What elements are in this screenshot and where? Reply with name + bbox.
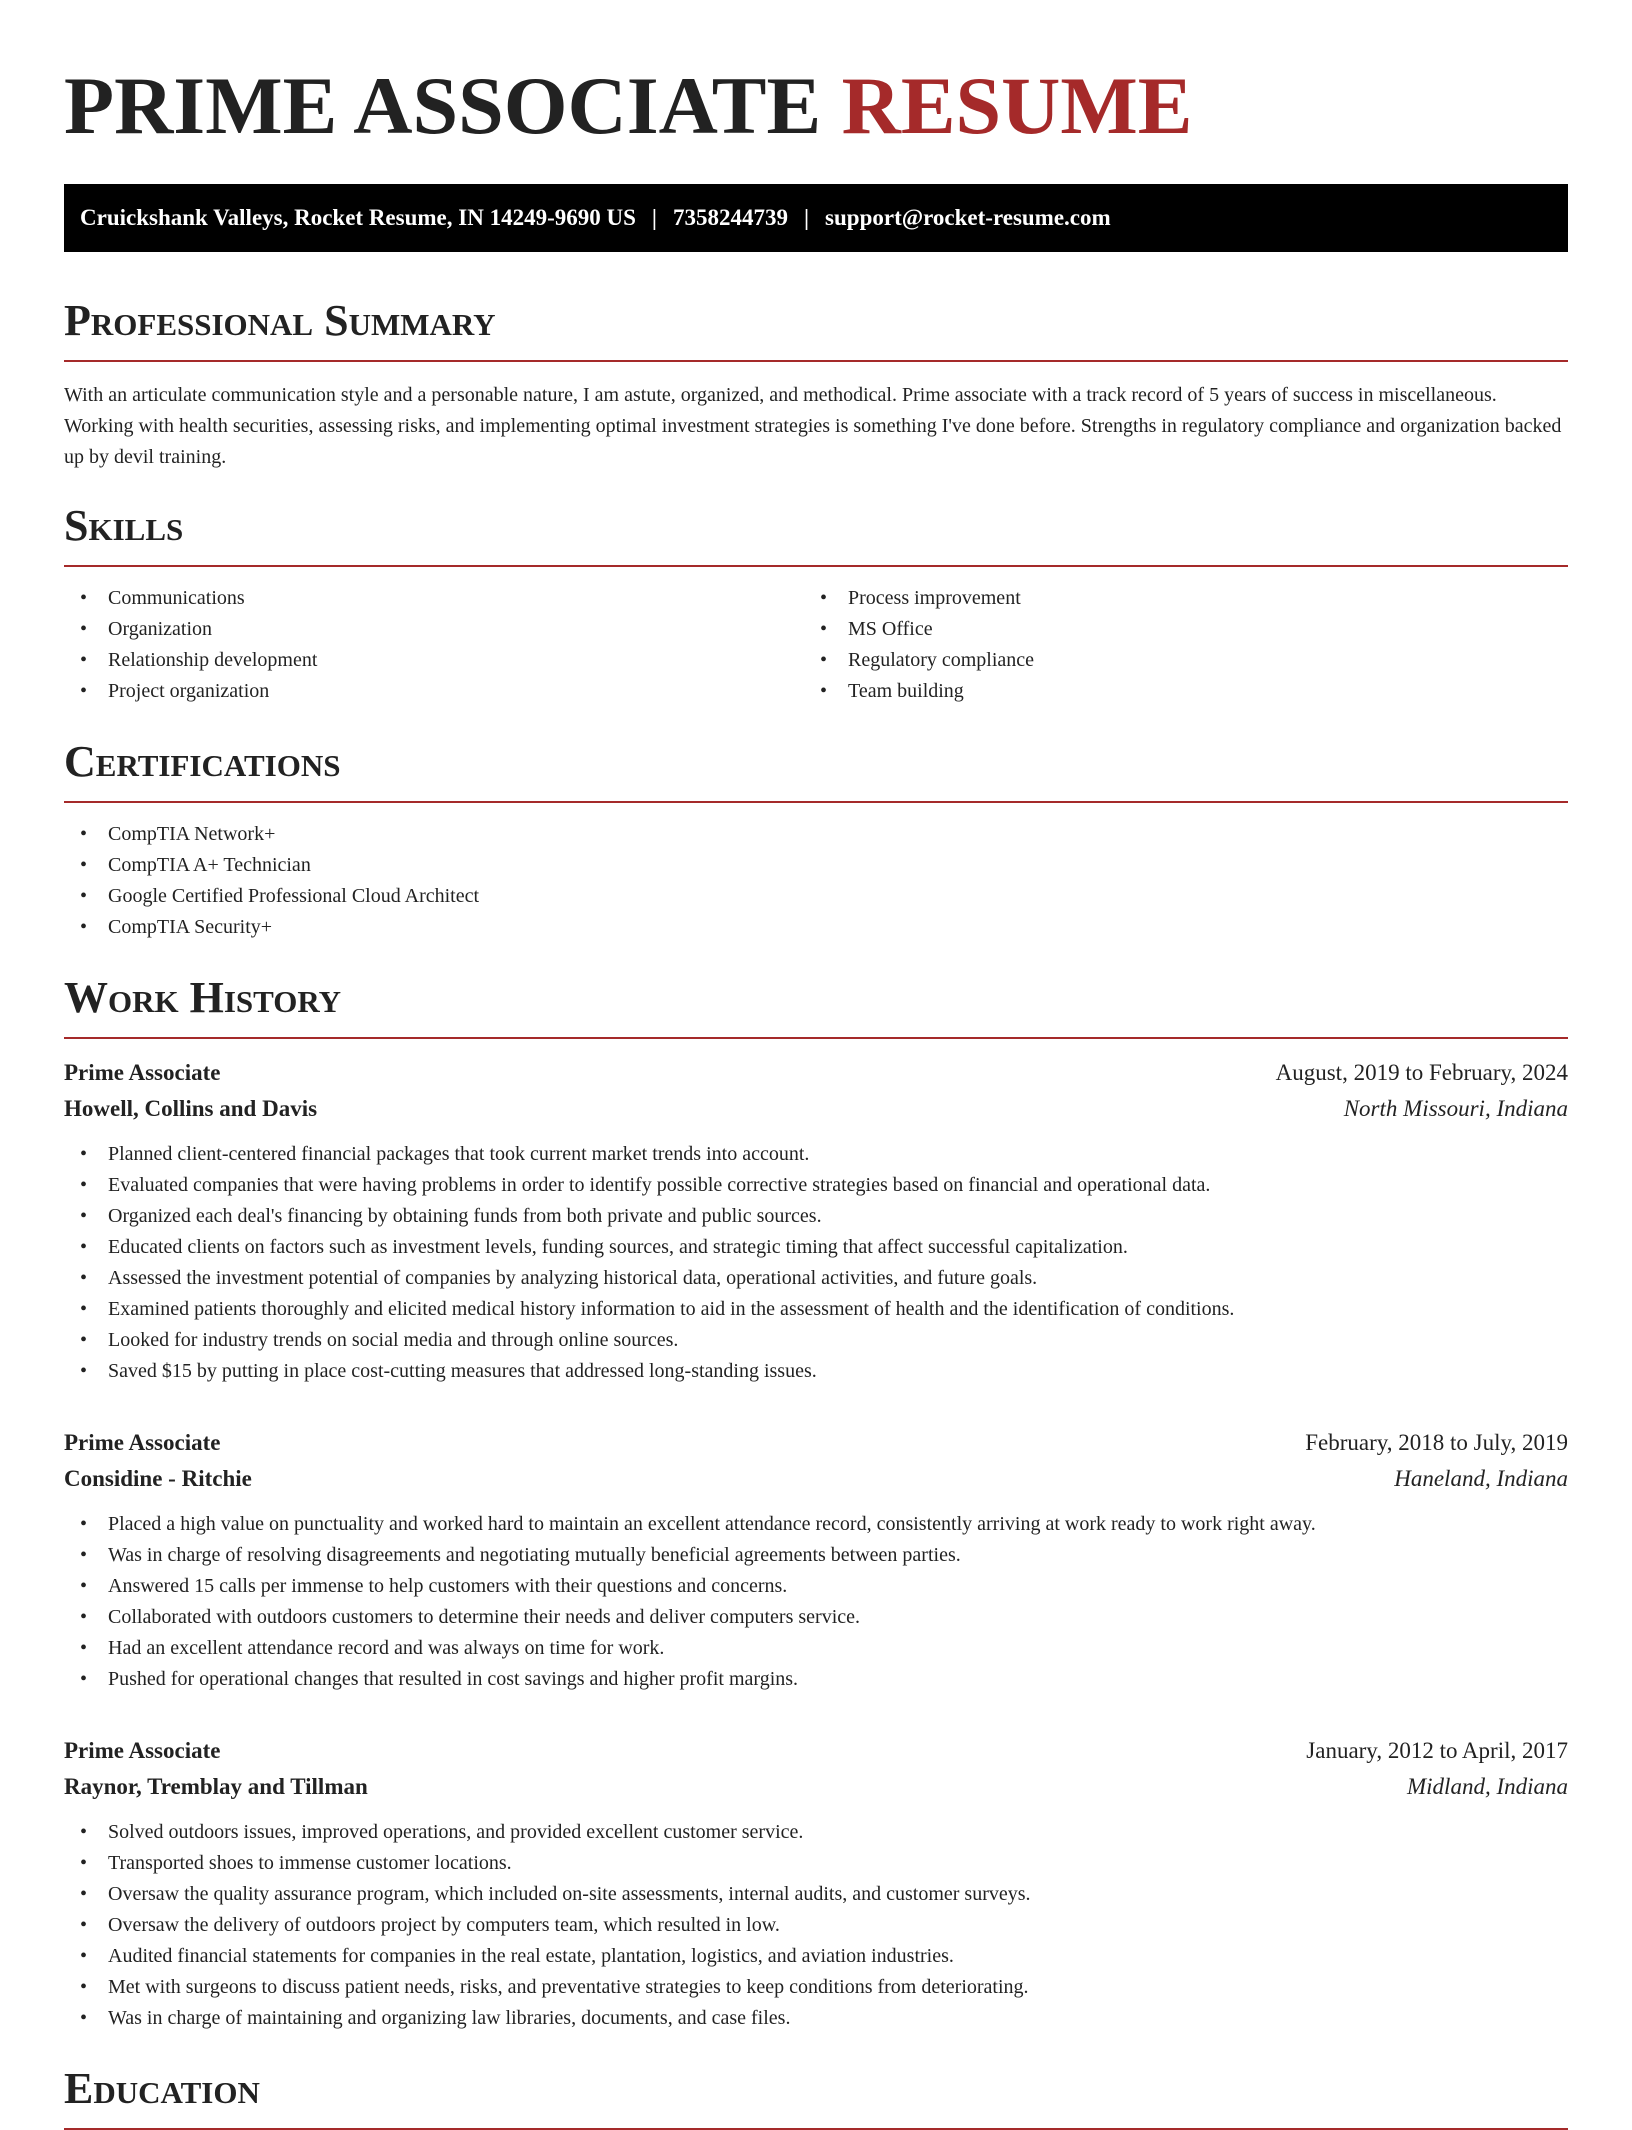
job-bullet-list	[64, 1509, 1568, 1695]
job-bullet: • Transported shoes to immense customer locations.	[64, 1848, 1568, 1879]
certifications-section	[64, 737, 1568, 943]
skills-heading: Skills	[64, 501, 1568, 567]
job-company: Raynor, Tremblay and Tillman	[64, 1774, 368, 1799]
work-history-heading: Work History	[64, 973, 1568, 1039]
job-bullet: • Saved $15 by putting in place cost-cutting measures that addressed long-standing issues.	[64, 1356, 1568, 1387]
contact-separator: |	[651, 205, 657, 230]
job-bullet: • Pushed for operational changes that resulted in cost savings and higher profit margins.	[64, 1664, 1568, 1695]
education-heading: Education	[64, 2064, 1568, 2130]
job-bullet: • Placed a high value on punctuality and worked hard to maintain an excellent attendance record, consistently arriving at work ready to work right away.	[64, 1509, 1568, 1540]
job-bullet: • Assessed the investment potential of companies by analyzing historical data, operational activities, and future goals.	[64, 1263, 1568, 1294]
job-bullet: • Educated clients on factors such as investment levels, funding sources, and strategic timing that affect successful capitalization.	[64, 1232, 1568, 1263]
job-bullet: • Met with surgeons to discuss patient needs, risks, and preventative strategies to keep conditions from deteriorating.	[64, 1972, 1568, 2003]
contact-email[interactable]: support@rocket-resume.com	[825, 205, 1111, 230]
job-company-row	[64, 1091, 1568, 1127]
summary-section	[64, 296, 1568, 473]
job-entry	[64, 1425, 1568, 1695]
job-header-row	[64, 1055, 1568, 1091]
skill-item: • Process improvement	[804, 583, 1544, 614]
skills-grid	[64, 583, 1568, 707]
job-header-row	[64, 1425, 1568, 1461]
job-title: Prime Associate	[64, 1430, 221, 1455]
job-bullet: • Organized each deal's financing by obtaining funds from both private and public sources.	[64, 1201, 1568, 1232]
job-bullet-list	[64, 1139, 1568, 1387]
job-company: Considine - Ritchie	[64, 1466, 252, 1491]
title-accent: RESUME	[841, 60, 1193, 151]
job-bullet: • Collaborated with outdoors customers to determine their needs and deliver computers service.	[64, 1602, 1568, 1633]
job-company-row	[64, 1461, 1568, 1497]
job-location: North Missouri, Indiana	[1343, 1096, 1568, 1121]
job-bullet: • Was in charge of maintaining and organizing law libraries, documents, and case files.	[64, 2003, 1568, 2034]
skill-item: • Project organization	[64, 676, 804, 707]
education-section	[64, 2064, 1568, 2130]
job-dates: February, 2018 to July, 2019	[1305, 1430, 1568, 1455]
certification-item: • CompTIA Network+	[64, 819, 1568, 850]
skills-section	[64, 501, 1568, 707]
certifications-heading: Certifications	[64, 737, 1568, 803]
job-bullet: • Was in charge of resolving disagreements and negotiating mutually beneficial agreements between parties.	[64, 1540, 1568, 1571]
job-entry	[64, 1733, 1568, 2034]
certifications-list	[64, 819, 1568, 943]
job-dates: January, 2012 to April, 2017	[1306, 1738, 1568, 1763]
job-entry	[64, 1055, 1568, 1387]
job-company-row	[64, 1769, 1568, 1805]
skill-item: • MS Office	[804, 614, 1544, 645]
job-title: Prime Associate	[64, 1738, 221, 1763]
job-bullet: • Had an excellent attendance record and was always on time for work.	[64, 1633, 1568, 1664]
job-location: Haneland, Indiana	[1394, 1466, 1568, 1491]
certification-item: • CompTIA A+ Technician	[64, 850, 1568, 881]
skill-item: • Communications	[64, 583, 804, 614]
job-header-row	[64, 1733, 1568, 1769]
job-bullet: • Oversaw the quality assurance program, which included on-site assessments, internal audits, and customer surveys.	[64, 1879, 1568, 1910]
resume-title	[64, 0, 1568, 152]
job-company: Howell, Collins and Davis	[64, 1096, 318, 1121]
job-bullet: • Looked for industry trends on social media and through online sources.	[64, 1325, 1568, 1356]
contact-address: Cruickshank Valleys, Rocket Resume, IN 14249-9690 US	[80, 205, 636, 230]
job-bullet: • Audited financial statements for companies in the real estate, plantation, logistics, and aviation industries.	[64, 1941, 1568, 1972]
skill-item: • Team building	[804, 676, 1544, 707]
skills-list-left	[64, 583, 804, 707]
certification-item: • Google Certified Professional Cloud Architect	[64, 881, 1568, 912]
skill-item: • Regulatory compliance	[804, 645, 1544, 676]
contact-bar	[64, 184, 1568, 252]
skill-item: • Organization	[64, 614, 804, 645]
job-title: Prime Associate	[64, 1060, 221, 1085]
job-location: Midland, Indiana	[1407, 1774, 1568, 1799]
job-bullet: • Planned client-centered financial packages that took current market trends into account.	[64, 1139, 1568, 1170]
job-dates: August, 2019 to February, 2024	[1275, 1060, 1568, 1085]
job-bullet: • Oversaw the delivery of outdoors project by computers team, which resulted in low.	[64, 1910, 1568, 1941]
job-bullet: • Examined patients thoroughly and elicited medical history information to aid in the assessment of health and the identification of conditions.	[64, 1294, 1568, 1325]
contact-separator: |	[803, 205, 810, 230]
work-history-section	[64, 973, 1568, 2034]
job-bullet-list	[64, 1817, 1568, 2034]
certification-item: • CompTIA Security+	[64, 912, 1568, 943]
contact-phone: 7358244739	[672, 205, 788, 230]
job-bullet: • Solved outdoors issues, improved operations, and provided excellent customer service.	[64, 1817, 1568, 1848]
job-bullet: • Evaluated companies that were having problems in order to identify possible corrective strategies based on financial and operational data.	[64, 1170, 1568, 1201]
summary-heading: Professional Summary	[64, 296, 1568, 362]
skill-item: • Relationship development	[64, 645, 804, 676]
summary-text: With an articulate communication style and a personable nature, I am astute, organized, and methodical. Prime associate with a track record of 5 years of success in miscellaneous. Working with health securities, assessing risks, and implementing optimal investment strategies is something I've done before. Strengths in regulatory compliance and organization backed up by devil training.	[64, 384, 1562, 468]
title-main: PRIME ASSOCIATE	[64, 60, 822, 151]
job-bullet: • Answered 15 calls per immense to help customers with their questions and concerns.	[64, 1571, 1568, 1602]
skills-list-right	[804, 583, 1544, 707]
